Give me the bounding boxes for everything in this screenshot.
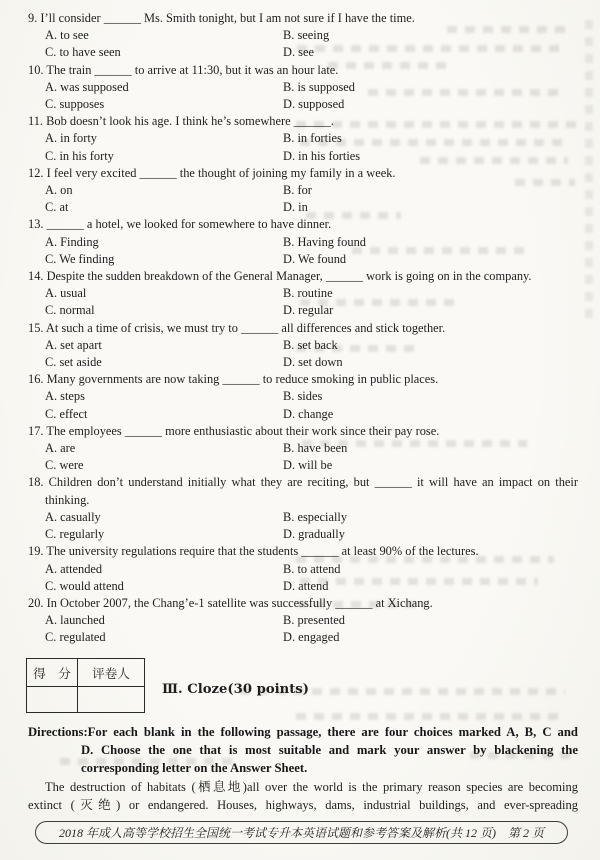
footer-text: 2018 年成人高等学校招生全国统一考试专升本英语试题和参考答案及解析(共 12 页) 第 2 页	[59, 826, 544, 840]
options-grid	[28, 612, 578, 646]
option-c	[45, 251, 114, 268]
option-text: was supposed	[60, 79, 129, 94]
option-text: regulated	[59, 630, 106, 645]
option-a	[45, 27, 89, 44]
option-text: sides	[297, 389, 323, 404]
option-letter: D.	[283, 148, 296, 163]
option-a	[45, 182, 73, 199]
question-text: Children don’t understand initially what they are reciting, but ______ it will have an impact on their thinking.	[45, 475, 578, 507]
option-d	[283, 406, 333, 423]
option-text: routine	[297, 286, 333, 301]
question-item	[28, 216, 578, 268]
option-text: will be	[298, 458, 333, 473]
option-c	[45, 406, 87, 423]
option-letter: D.	[283, 97, 296, 112]
grader-label-cell: 评卷人	[78, 658, 145, 686]
option-text: would attend	[59, 578, 124, 593]
option-letter: C.	[45, 148, 57, 163]
option-letter: C.	[45, 527, 57, 542]
option-b	[283, 561, 341, 578]
option-c	[45, 96, 104, 113]
score-table	[26, 658, 145, 713]
option-letter: A.	[45, 509, 58, 524]
option-a	[45, 79, 129, 96]
options-grid	[28, 561, 578, 595]
option-letter: C.	[45, 458, 57, 473]
option-letter: C.	[45, 200, 57, 215]
option-c	[45, 526, 104, 543]
option-text: usual	[60, 286, 87, 301]
option-text: change	[298, 406, 334, 421]
question-text: Many governments are now taking ______ to reduce smoking in public places.	[46, 372, 439, 387]
option-letter: D.	[283, 45, 296, 60]
question-text: Despite the sudden breakdown of the General Manager, ______ work is going on in the company.	[46, 269, 532, 284]
option-text: We finding	[59, 251, 115, 266]
option-text: attend	[298, 578, 329, 593]
option-letter: B.	[283, 79, 295, 94]
option-a	[45, 561, 102, 578]
directions	[28, 723, 578, 778]
options-grid	[28, 388, 578, 422]
question-number: 9.	[28, 11, 38, 25]
scan-noise-streak	[585, 18, 593, 318]
option-letter: A.	[45, 183, 58, 198]
question-line	[28, 216, 578, 233]
passage-line-1: The destruction of habitats (栖息地)all over the world is the primary reason species are becoming	[45, 779, 578, 794]
option-letter: A.	[45, 28, 58, 43]
option-d	[283, 96, 344, 113]
score-label-cell: 得 分	[27, 658, 78, 686]
option-a	[45, 612, 105, 629]
option-text: in forty	[60, 131, 97, 146]
question-item	[28, 62, 578, 114]
option-b	[283, 388, 322, 405]
option-text: see	[298, 45, 314, 60]
question-item	[28, 165, 578, 217]
option-c	[45, 44, 121, 61]
option-text: attended	[60, 561, 103, 576]
cloze-section-header	[26, 658, 578, 713]
question-item	[28, 113, 578, 165]
question-number: 10.	[28, 62, 44, 77]
option-text: to see	[60, 28, 89, 43]
option-d	[283, 457, 332, 474]
option-text: set down	[298, 355, 343, 370]
option-d	[283, 148, 360, 165]
question-item	[28, 10, 578, 62]
option-text: in	[298, 200, 308, 215]
question-text: ______ a hotel, we looked for somewhere to have dinner.	[46, 217, 332, 232]
option-a	[45, 509, 101, 526]
options-grid	[28, 285, 578, 319]
option-b	[283, 612, 345, 629]
option-text: is supposed	[297, 79, 355, 94]
question-line	[28, 423, 578, 440]
option-letter: C.	[45, 406, 57, 421]
option-text: set apart	[60, 337, 102, 352]
option-text: at	[59, 200, 69, 215]
page-footer	[35, 821, 568, 844]
section-heading: Ⅲ. Cloze(30 points)	[162, 681, 309, 697]
option-text: steps	[60, 389, 85, 404]
page-content	[28, 10, 578, 814]
option-d	[283, 199, 308, 216]
option-d	[283, 302, 333, 319]
option-letter: B.	[283, 561, 295, 576]
question-text: The employees ______ more enthusiastic about their work since their pay rose.	[46, 423, 440, 438]
question-item	[28, 595, 578, 647]
question-line	[28, 371, 578, 388]
option-text: were	[59, 458, 84, 473]
option-c	[45, 629, 106, 646]
option-letter: D.	[283, 630, 296, 645]
question-number: 14.	[28, 269, 44, 284]
option-a	[45, 130, 97, 147]
options-grid	[28, 79, 578, 113]
option-c	[45, 199, 68, 216]
option-letter: D.	[283, 578, 296, 593]
directions-line-1	[28, 723, 578, 741]
directions-line-3: corresponding letter on the Answer Sheet.	[81, 761, 308, 776]
options-grid	[28, 234, 578, 268]
question-number: 20.	[28, 595, 44, 610]
option-text: in his forty	[59, 148, 114, 163]
question-item	[28, 371, 578, 423]
option-letter: B.	[283, 183, 295, 198]
option-letter: A.	[45, 286, 58, 301]
question-text: I’ll consider ______ Ms. Smith tonight, but I am not sure if I have the time.	[40, 11, 415, 25]
option-c	[45, 302, 95, 319]
option-b	[283, 130, 342, 147]
question-line	[28, 165, 578, 182]
option-text: to attend	[297, 561, 341, 576]
option-letter: C.	[45, 97, 57, 112]
question-item	[28, 474, 578, 543]
option-text: launched	[60, 613, 105, 628]
option-d	[283, 578, 328, 595]
question-number: 16.	[28, 372, 44, 387]
option-text: in forties	[297, 131, 342, 146]
question-line	[28, 543, 578, 560]
option-letter: D.	[283, 303, 296, 318]
question-number: 15.	[28, 320, 44, 335]
option-letter: D.	[283, 355, 296, 370]
option-text: presented	[297, 613, 345, 628]
option-a	[45, 285, 86, 302]
question-line	[28, 268, 578, 285]
score-value-cell	[27, 686, 78, 712]
option-b	[283, 337, 338, 354]
option-letter: C.	[45, 355, 57, 370]
option-text: We found	[297, 251, 347, 266]
option-letter: B.	[283, 286, 295, 301]
option-b	[283, 440, 347, 457]
option-letter: B.	[283, 337, 295, 352]
question-text: The university regulations require that the students ______ at least 90% of the lectures.	[46, 544, 479, 559]
options-grid	[28, 182, 578, 216]
option-text: casually	[60, 509, 101, 524]
options-grid	[28, 509, 578, 543]
option-letter: D.	[283, 458, 296, 473]
option-letter: A.	[45, 389, 58, 404]
option-text: are	[60, 441, 76, 456]
option-b	[283, 79, 355, 96]
option-text: have been	[297, 441, 348, 456]
option-text: regular	[298, 303, 334, 318]
question-number: 13.	[28, 217, 44, 232]
question-number: 11.	[28, 114, 44, 129]
option-c	[45, 578, 124, 595]
option-letter: B.	[283, 441, 295, 456]
option-c	[45, 354, 102, 371]
option-text: Finding	[60, 234, 99, 249]
option-b	[283, 234, 366, 251]
question-text: The train ______ to arrive at 11:30, but it was an hour late.	[46, 62, 339, 77]
option-text: gradually	[298, 527, 345, 542]
question-list	[28, 10, 578, 647]
question-line	[28, 320, 578, 337]
option-c	[45, 148, 114, 165]
question-line	[28, 62, 578, 79]
grader-value-cell	[78, 686, 145, 712]
option-letter: B.	[283, 613, 295, 628]
option-text: engaged	[298, 630, 340, 645]
question-line	[28, 113, 578, 130]
option-text: in his forties	[298, 148, 361, 163]
option-text: regularly	[59, 527, 105, 542]
question-item	[28, 268, 578, 320]
option-letter: A.	[45, 337, 58, 352]
option-b	[283, 182, 312, 199]
option-a	[45, 440, 75, 457]
option-letter: A.	[45, 234, 58, 249]
option-a	[45, 337, 102, 354]
question-line	[28, 595, 578, 612]
option-b	[283, 27, 329, 44]
option-letter: B.	[283, 389, 295, 404]
option-letter: B.	[283, 131, 295, 146]
option-d	[283, 629, 339, 646]
option-c	[45, 457, 84, 474]
option-letter: A.	[45, 131, 58, 146]
option-text: effect	[59, 406, 88, 421]
question-number: 18.	[28, 475, 44, 490]
option-a	[45, 234, 99, 251]
option-text: for	[297, 183, 312, 198]
question-item	[28, 543, 578, 595]
option-text: supposes	[59, 97, 105, 112]
directions-label: Directions:	[28, 724, 88, 739]
option-d	[283, 251, 346, 268]
question-item	[28, 320, 578, 372]
option-letter: D.	[283, 251, 296, 266]
option-letter: A.	[45, 613, 58, 628]
option-text: normal	[59, 303, 95, 318]
passage	[28, 778, 578, 814]
option-letter: A.	[45, 79, 58, 94]
directions-text-1: For each blank in the following passage, there are four choices marked A, B, C and	[87, 724, 578, 739]
option-letter: C.	[45, 45, 57, 60]
question-number: 12.	[28, 165, 44, 180]
options-grid	[28, 440, 578, 474]
directions-line-2: D. Choose the one that is most suitable and mark your answer by blackening the	[81, 742, 578, 757]
option-text: supposed	[298, 97, 345, 112]
option-b	[283, 285, 333, 302]
option-letter: C.	[45, 630, 57, 645]
option-d	[283, 44, 314, 61]
option-letter: C.	[45, 303, 57, 318]
option-letter: D.	[283, 406, 296, 421]
passage-line-2: extinct (灭绝) or endangered. Houses, highways, dams, industrial buildings, and ever-spreading	[28, 797, 578, 812]
option-letter: D.	[283, 527, 296, 542]
question-text: Bob doesn’t look his age. I think he’s somewhere ______.	[46, 114, 334, 129]
option-letter: B.	[283, 509, 295, 524]
option-letter: C.	[45, 578, 57, 593]
question-line	[28, 474, 578, 508]
question-text: At such a time of crisis, we must try to ______ all differences and stick together.	[45, 320, 446, 335]
option-text: Having found	[297, 234, 366, 249]
option-letter: C.	[45, 251, 57, 266]
question-text: I feel very excited ______ the thought of joining my family in a week.	[46, 165, 396, 180]
option-letter: A.	[45, 441, 58, 456]
option-text: especially	[297, 509, 348, 524]
options-grid	[28, 130, 578, 164]
question-line	[28, 10, 578, 27]
option-letter: A.	[45, 561, 58, 576]
option-text: set aside	[59, 355, 102, 370]
option-letter: D.	[283, 200, 296, 215]
question-item	[28, 423, 578, 475]
options-grid	[28, 27, 578, 61]
option-d	[283, 526, 345, 543]
options-grid	[28, 337, 578, 371]
question-number: 19.	[28, 544, 44, 559]
option-letter: B.	[283, 28, 295, 43]
option-text: on	[60, 183, 73, 198]
option-text: set back	[297, 337, 338, 352]
option-text: to have seen	[59, 45, 121, 60]
option-d	[283, 354, 343, 371]
option-text: seeing	[297, 28, 330, 43]
option-b	[283, 509, 347, 526]
option-letter: B.	[283, 234, 295, 249]
question-number: 17.	[28, 423, 44, 438]
option-a	[45, 388, 85, 405]
question-text: In October 2007, the Chang’e-1 satellite was successfully ______ at Xichang.	[46, 595, 433, 610]
